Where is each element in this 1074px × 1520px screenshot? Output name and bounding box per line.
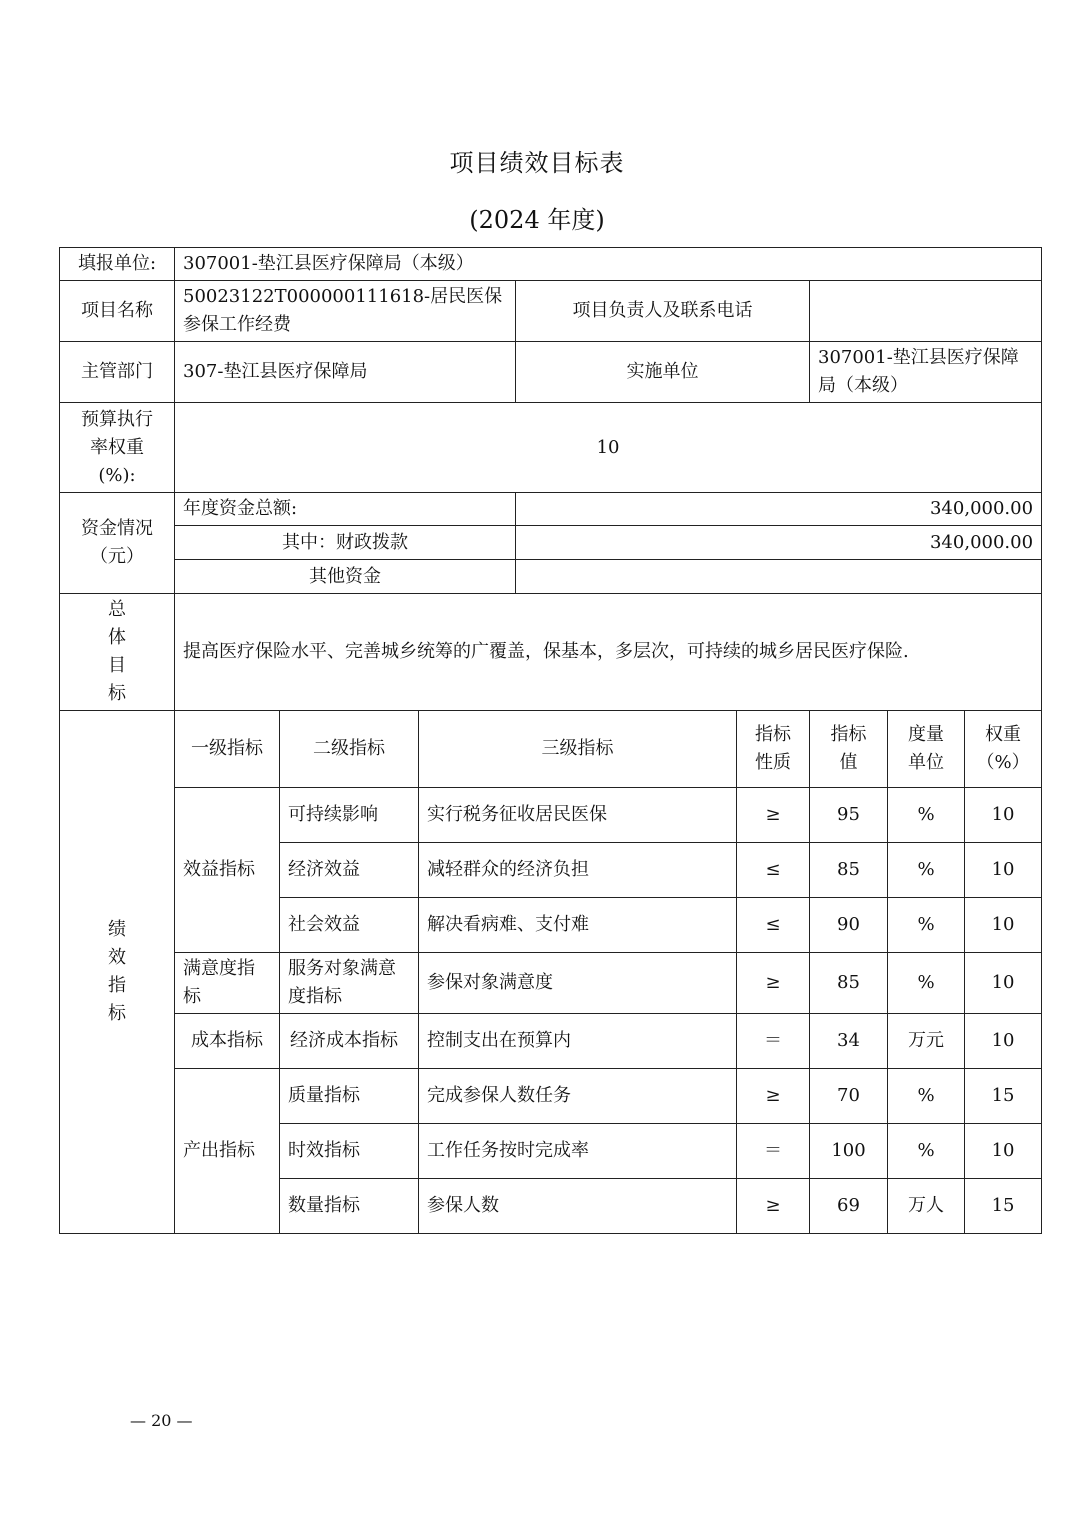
table-row [60,953,1042,1014]
unit-cell: % [888,1069,965,1124]
header-unit [888,711,965,788]
value-cell: 85 [810,953,888,1014]
table-row [60,1014,1042,1069]
level1-cell: 产出指标 [175,1069,280,1234]
goal-text: 提高医疗保险水平、完善城乡统筹的广覆盖，保基本，多层次，可持续的城乡居民医疗保险. [175,594,1042,711]
impl-unit-label: 实施单位 [516,342,810,403]
level3-cell: 实行税务征收居民医保 [419,788,737,843]
value-cell: 90 [810,898,888,953]
goal-label [60,594,175,711]
header-unit-line: 度量 [908,724,944,745]
level2-cell: 经济效益 [280,843,419,898]
value-cell: 34 [810,1014,888,1069]
indicators-label-char: 指 [108,975,126,996]
budget-weight-label: 预算执行率权重(%): [60,403,175,493]
value-cell: 100 [810,1124,888,1179]
level2-cell: 时效指标 [280,1124,419,1179]
weight-cell: 10 [965,953,1042,1014]
goal-label-char: 体 [108,627,126,648]
nature-cell: ≥ [737,1069,810,1124]
level2-cell: 社会效益 [280,898,419,953]
funding-other-label: 其他资金 [175,560,516,594]
header-level3: 三级指标 [419,711,737,788]
unit-cell: % [888,1124,965,1179]
level2-cell: 服务对象满意度指标 [280,953,419,1014]
indicators-label-char: 绩 [108,919,126,940]
weight-cell: 10 [965,788,1042,843]
funding-total-label: 年度资金总额: [175,493,516,526]
project-name-label: 项目名称 [60,281,175,342]
unit-cell: % [888,898,965,953]
header-unit-line: 单位 [908,752,944,773]
page-number: — 20 — [130,1411,193,1430]
level2-cell: 数量指标 [280,1179,419,1234]
weight-cell: 15 [965,1179,1042,1234]
unit-cell: 万元 [888,1014,965,1069]
level3-cell: 参保对象满意度 [419,953,737,1014]
level2-cell: 质量指标 [280,1069,419,1124]
dept-value: 307-垫江县医疗保障局 [175,342,516,403]
dept-label: 主管部门 [60,342,175,403]
header-nature-line: 指标 [755,724,791,745]
page-subtitle: (2024 年度) [469,206,605,234]
header-value-line: 值 [839,752,858,773]
goal-label-char: 目 [108,655,126,676]
reporting-unit-value: 307001-垫江县医疗保障局（本级） [175,248,1042,281]
indicators-label-char: 效 [108,947,126,968]
weight-cell: 15 [965,1069,1042,1124]
header-weight [965,711,1042,788]
value-cell: 85 [810,843,888,898]
value-cell: 70 [810,1069,888,1124]
level3-cell: 减轻群众的经济负担 [419,843,737,898]
header-nature-line: 性质 [755,752,791,773]
unit-cell: 万人 [888,1179,965,1234]
goal-label-char: 总 [108,599,126,620]
impl-unit-value: 307001-垫江县医疗保障局（本级） [810,342,1042,403]
nature-cell: ≥ [737,953,810,1014]
nature-cell: ≤ [737,843,810,898]
level3-cell: 工作任务按时完成率 [419,1124,737,1179]
funding-fiscal-label: 其中：财政拨款 [175,526,516,560]
goal-label-char: 标 [108,683,126,704]
level3-cell: 完成参保人数任务 [419,1069,737,1124]
budget-weight-value: 10 [175,403,1042,493]
project-lead-label: 项目负责人及联系电话 [516,281,810,342]
project-name-value: 50023122T000000111618-居民医保参保工作经费 [175,281,516,342]
weight-cell: 10 [965,1124,1042,1179]
nature-cell: ≥ [737,1179,810,1234]
indicators-label [60,711,175,1234]
weight-cell: 10 [965,898,1042,953]
funding-fiscal-value: 340,000.00 [516,526,1042,560]
header-nature [737,711,810,788]
header-weight-line: （%） [976,752,1030,773]
unit-cell: % [888,953,965,1014]
weight-cell: 10 [965,843,1042,898]
value-cell: 69 [810,1179,888,1234]
table-row [60,788,1042,843]
value-cell: 95 [810,788,888,843]
performance-target-table [59,247,1042,1234]
page-title: 项目绩效目标表 [449,149,625,177]
nature-cell: ≤ [737,898,810,953]
level2-cell: 经济成本指标 [280,1014,419,1069]
header-weight-line: 权重 [985,724,1022,745]
level1-cell: 满意度指标 [175,953,280,1014]
header-level2: 二级指标 [280,711,419,788]
level1-cell: 效益指标 [175,788,280,953]
level1-cell: 成本指标 [175,1014,280,1069]
funding-other-value [516,560,1042,594]
unit-cell: % [888,843,965,898]
reporting-unit-label: 填报单位: [60,248,175,281]
level3-cell: 控制支出在预算内 [419,1014,737,1069]
project-lead-value [810,281,1042,342]
nature-cell: ＝ [737,1124,810,1179]
weight-cell: 10 [965,1014,1042,1069]
header-value [810,711,888,788]
header-value-line: 指标 [830,724,867,745]
table-row [60,1069,1042,1124]
funding-total-value: 340,000.00 [516,493,1042,526]
header-level1: 一级指标 [175,711,280,788]
nature-cell: ＝ [737,1014,810,1069]
level2-cell: 可持续影响 [280,788,419,843]
unit-cell: % [888,788,965,843]
nature-cell: ≥ [737,788,810,843]
level3-cell: 解决看病难、支付难 [419,898,737,953]
funding-label: 资金情况（元） [60,493,175,594]
level3-cell: 参保人数 [419,1179,737,1234]
indicators-label-char: 标 [108,1003,126,1024]
